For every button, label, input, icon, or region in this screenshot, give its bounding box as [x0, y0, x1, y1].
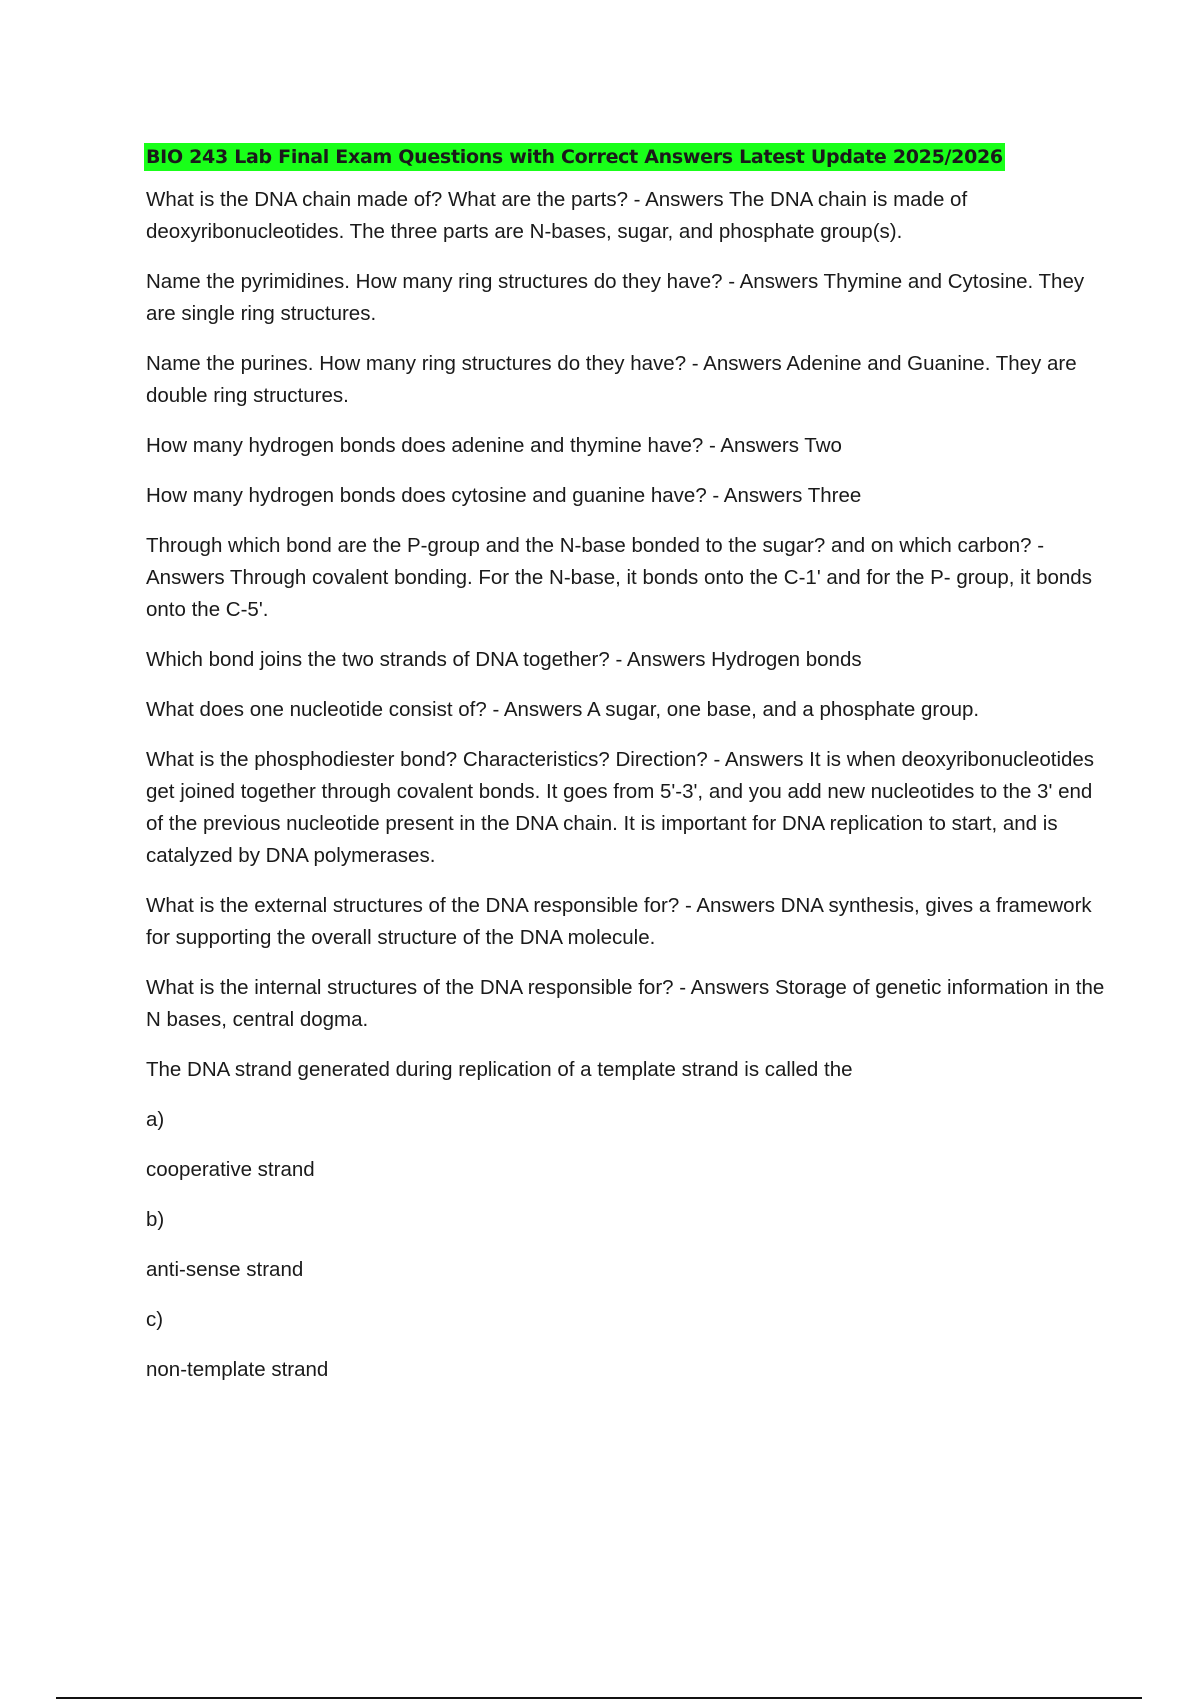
document-content: [146, 143, 1106, 1404]
qa-paragraph-7: Which bond joins the two strands of DNA together? - Answers Hydrogen bonds: [146, 648, 862, 671]
document-title: BIO 243 Lab Final Exam Questions with Correct Answers Latest Update 2025/2026: [144, 143, 1005, 171]
qa-paragraph-1: What is the DNA chain made of? What are the parts? - Answers The DNA chain is made of deoxyribonucleotides. The three parts are N-bases, sugar, and phosphate group(s).: [146, 188, 968, 243]
qa-paragraph-5: How many hydrogen bonds does cytosine and guanine have? - Answers Three: [146, 484, 862, 507]
footer-rule: [56, 1697, 1142, 1699]
option-text-b: anti-sense strand: [146, 1258, 304, 1281]
qa-paragraph-2: Name the pyrimidines. How many ring structures do they have? - Answers Thymine and Cytosine. They are single ring structures.: [146, 270, 1085, 325]
qa-paragraph-11: What is the internal structures of the DNA responsible for? - Answers Storage of genetic information in the N bases, central dogma.: [146, 976, 1105, 1031]
option-label-c: c): [146, 1308, 164, 1331]
qa-paragraph-8: What does one nucleotide consist of? - Answers A sugar, one base, and a phosphate group.: [146, 698, 980, 721]
qa-paragraph-4: How many hydrogen bonds does adenine and thymine have? - Answers Two: [146, 434, 842, 457]
option-label-a: a): [146, 1108, 165, 1131]
qa-paragraph-6: Through which bond are the P-group and the N-base bonded to the sugar? and on which carbon? - Answers Through covalent bonding. For the N-base, it bonds onto the C-1' and for the P- group, it bonds onto the C-5'.: [146, 534, 1092, 621]
qa-paragraph-10: What is the external structures of the DNA responsible for? - Answers DNA synthesis, gives a framework for supporting the overall structure of the DNA molecule.: [146, 894, 1092, 949]
qa-paragraph-3: Name the purines. How many ring structures do they have? - Answers Adenine and Guanine. They are double ring structures.: [146, 352, 1077, 407]
option-text-a: cooperative strand: [146, 1158, 315, 1181]
qa-paragraph-9: What is the phosphodiester bond? Characteristics? Direction? - Answers It is when deoxyribonucleotides get joined together through covalent bonds. It goes from 5'-3', and you add new nucleotides to the 3' end of the previous nucleotide present in the DNA chain. It is important for DNA replication to start, and is catalyzed by DNA polymerases.: [146, 748, 1095, 867]
option-text-c: non-template strand: [146, 1358, 329, 1381]
question-stem: The DNA strand generated during replication of a template strand is called the: [146, 1058, 853, 1081]
option-label-b: b): [146, 1208, 165, 1231]
